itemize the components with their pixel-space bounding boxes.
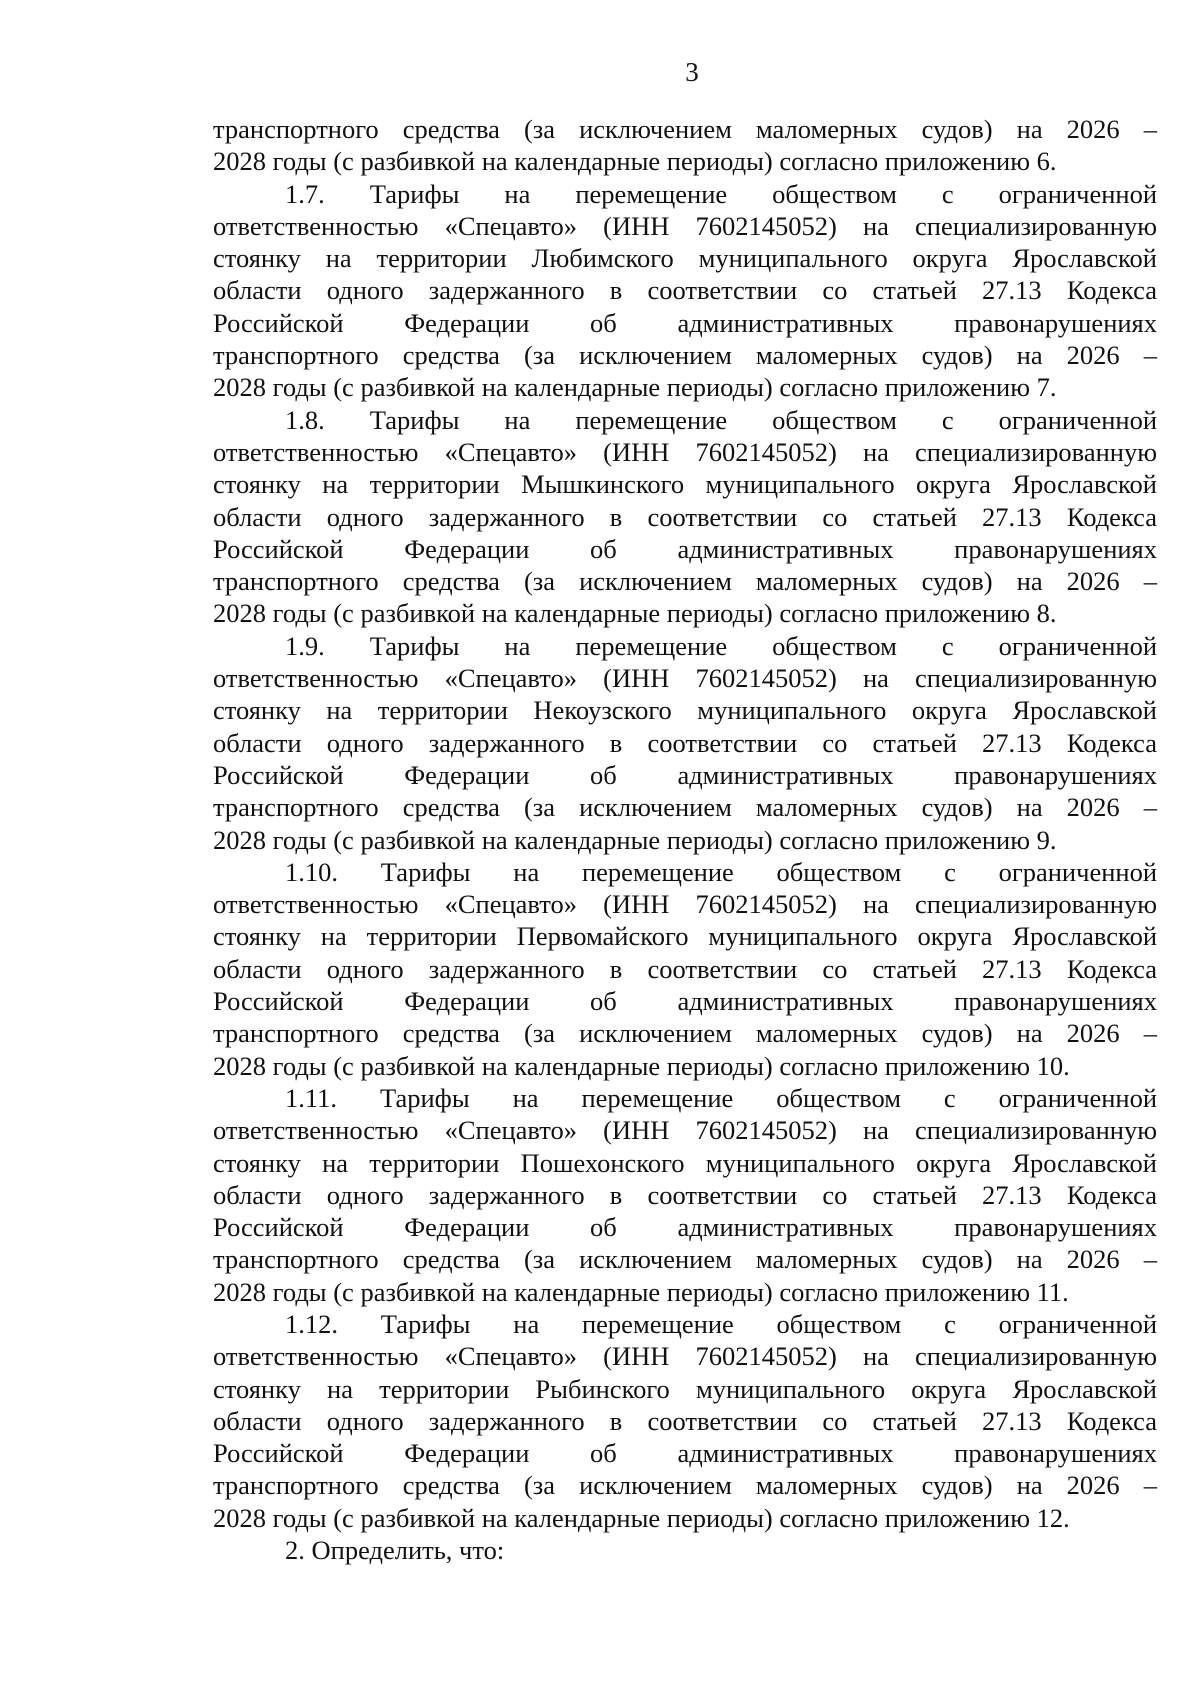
paragraph-line: области одного задержанного в соответствии со статьей 27.13 Кодекса — [213, 1405, 1157, 1436]
paragraph-line: 2028 годы (с разбивкой на календарные периоды) согласно приложению 12. — [213, 1502, 1070, 1533]
paragraph-line: области одного задержанного в соответствии со статьей 27.13 Кодекса — [213, 275, 1157, 306]
paragraph-line: Российской Федерации об административных правонарушениях — [213, 1212, 1157, 1243]
closing-paragraph — [213, 1534, 1157, 1566]
paragraph-line: стоянку на территории Пошехонского муниципального округа Ярославской — [213, 1147, 1157, 1178]
paragraph-line: ответственностью «Спецавто» (ИНН 7602145052) на специализированную — [213, 436, 1157, 467]
paragraph-line: стоянку на территории Первомайского муниципального округа Ярославской — [213, 921, 1157, 952]
paragraph-line: Российской Федерации об административных правонарушениях — [213, 307, 1157, 338]
tariff-item-paragraph — [213, 1308, 1157, 1534]
paragraph-line: 2028 годы (с разбивкой на календарные периоды) согласно приложению 11. — [213, 1276, 1069, 1307]
paragraph-line: стоянку на территории Рыбинского муниципального округа Ярославской — [213, 1373, 1157, 1404]
paragraph-line: транспортного средства (за исключением маломерных судов) на 2026 – — [213, 1244, 1157, 1275]
paragraph-line: транспортного средства (за исключением маломерных судов) на 2026 – — [213, 114, 1157, 144]
paragraph-line: 1.12. Тарифы на перемещение обществом с ограниченной — [285, 1308, 1157, 1339]
tariff-item-paragraph — [213, 178, 1157, 404]
intro-paragraph — [213, 113, 1157, 178]
paragraph-line: ответственностью «Спецавто» (ИНН 7602145052) на специализированную — [213, 210, 1157, 241]
paragraph-line: стоянку на территории Некоузского муниципального округа Ярославской — [213, 695, 1157, 726]
paragraph-line: Российской Федерации об административных правонарушениях — [213, 533, 1157, 564]
paragraph-line: 2028 годы (с разбивкой на календарные периоды) согласно приложению 7. — [213, 372, 1057, 403]
paragraph-line: 2. Определить, что: — [285, 1535, 505, 1566]
paragraph-line: ответственностью «Спецавто» (ИНН 7602145052) на специализированную — [213, 1341, 1157, 1372]
paragraph-line: 1.8. Тарифы на перемещение обществом с ограниченной — [285, 404, 1157, 435]
paragraph-line: стоянку на территории Мышкинского муниципального округа Ярославской — [213, 469, 1157, 500]
paragraph-line: ответственностью «Спецавто» (ИНН 7602145052) на специализированную — [213, 663, 1157, 694]
paragraph-line: области одного задержанного в соответствии со статьей 27.13 Кодекса — [213, 727, 1157, 758]
paragraph-line: 1.7. Тарифы на перемещение обществом с ограниченной — [285, 178, 1157, 209]
paragraph-line: транспортного средства (за исключением маломерных судов) на 2026 – — [213, 1018, 1157, 1049]
paragraph-line: 1.10. Тарифы на перемещение обществом с ограниченной — [285, 856, 1157, 887]
paragraph-line: области одного задержанного в соответствии со статьей 27.13 Кодекса — [213, 1179, 1157, 1210]
paragraph-line: 2028 годы (с разбивкой на календарные периоды) согласно приложению 6. — [213, 146, 1057, 177]
page-number: 3 — [685, 57, 699, 87]
paragraph-line: 2028 годы (с разбивкой на календарные периоды) согласно приложению 8. — [213, 598, 1057, 629]
paragraph-line: Российской Федерации об административных правонарушениях — [213, 1438, 1157, 1469]
paragraph-line: транспортного средства (за исключением маломерных судов) на 2026 – — [213, 1470, 1157, 1501]
tariff-item-paragraph — [213, 1082, 1157, 1308]
paragraph-line: транспортного средства (за исключением маломерных судов) на 2026 – — [213, 340, 1157, 371]
paragraph-line: области одного задержанного в соответствии со статьей 27.13 Кодекса — [213, 501, 1157, 532]
paragraph-line: 1.11. Тарифы на перемещение обществом с ограниченной — [285, 1082, 1157, 1113]
tariff-item-paragraph — [213, 856, 1157, 1082]
paragraph-line: области одного задержанного в соответствии со статьей 27.13 Кодекса — [213, 953, 1157, 984]
paragraph-line: 1.9. Тарифы на перемещение обществом с ограниченной — [285, 630, 1157, 661]
document-body — [213, 113, 1157, 1566]
paragraph-line: транспортного средства (за исключением маломерных судов) на 2026 – — [213, 566, 1157, 597]
paragraph-line: 2028 годы (с разбивкой на календарные периоды) согласно приложению 9. — [213, 824, 1057, 855]
paragraph-line: ответственностью «Спецавто» (ИНН 7602145052) на специализированную — [213, 889, 1157, 920]
paragraph-line: ответственностью «Спецавто» (ИНН 7602145052) на специализированную — [213, 1115, 1157, 1146]
paragraph-line: 2028 годы (с разбивкой на календарные периоды) согласно приложению 10. — [213, 1050, 1070, 1081]
paragraph-line: Российской Федерации об административных правонарушениях — [213, 759, 1157, 790]
paragraph-line: транспортного средства (за исключением маломерных судов) на 2026 – — [213, 792, 1157, 823]
tariff-item-paragraph — [213, 630, 1157, 856]
paragraph-line: Российской Федерации об административных правонарушениях — [213, 986, 1157, 1017]
tariff-item-paragraph — [213, 404, 1157, 630]
tariff-items — [213, 178, 1157, 1534]
paragraph-line: стоянку на территории Любимского муниципального округа Ярославской — [213, 243, 1157, 274]
